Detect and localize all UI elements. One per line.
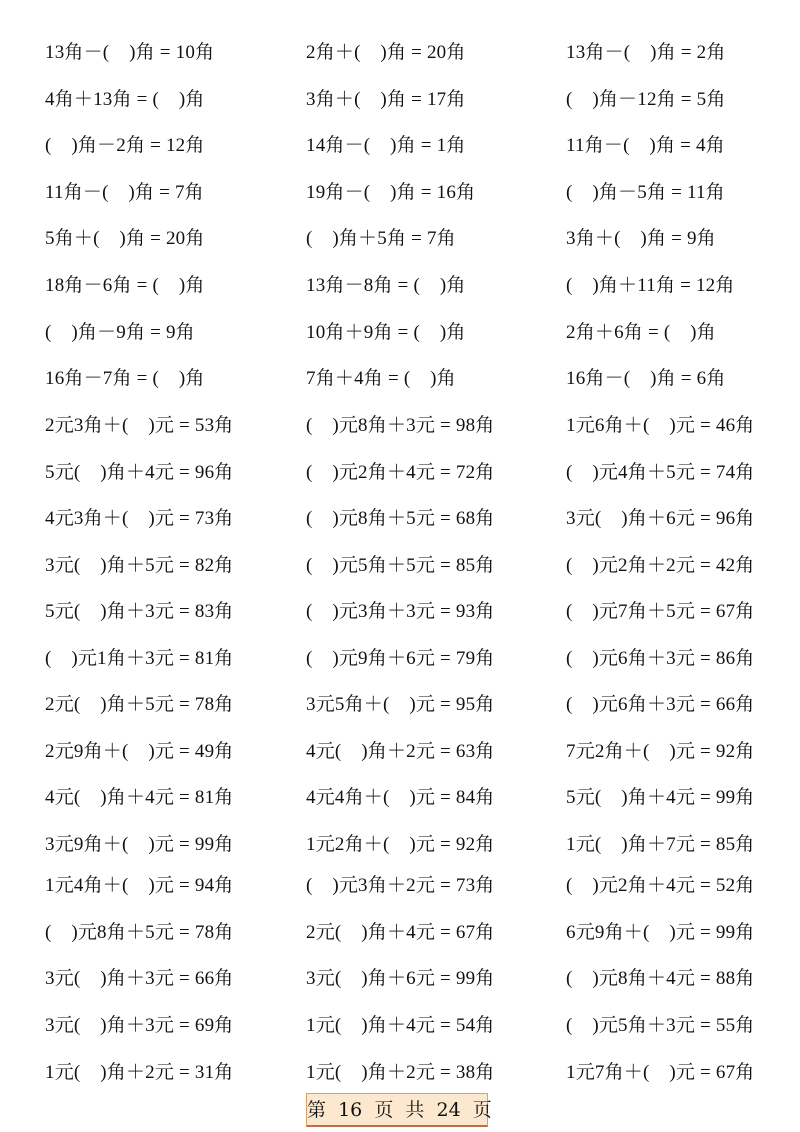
problem-item: 3角＋( )角 = 9角 [566,228,716,249]
problem-item: 3元( )角＋3元 = 69角 [45,1015,234,1036]
problem-item: 13角－( )角 = 10角 [45,42,215,63]
problem-item: 4元3角＋( )元 = 73角 [45,508,234,529]
problem-item: 3元9角＋( )元 = 99角 [45,834,234,855]
problem-item: ( )元7角＋5元 = 67角 [566,601,755,622]
problem-item: 4元4角＋( )元 = 84角 [306,787,495,808]
problem-item: 10角＋9角 = ( )角 [306,322,466,343]
problem-item: 2角＋6角 = ( )角 [566,322,716,343]
problem-item: 5元( )角＋3元 = 83角 [45,601,234,622]
problem-item: 1元( )角＋2元 = 31角 [45,1062,234,1083]
problem-item: ( )角＋11角 = 12角 [566,275,735,296]
problem-item: 14角－( )角 = 1角 [306,135,466,156]
problem-item: 3元( )角＋6元 = 99角 [306,968,495,989]
problem-item: 3元( )角＋5元 = 82角 [45,555,234,576]
problem-item: ( )角－9角 = 9角 [45,322,195,343]
problem-item: ( )角－5角 = 11角 [566,182,725,203]
problem-item: 19角－( )角 = 16角 [306,182,476,203]
problem-item: 1元( )角＋7元 = 85角 [566,834,755,855]
problem-item: 7元2角＋( )元 = 92角 [566,741,755,762]
problem-item: ( )元5角＋3元 = 55角 [566,1015,755,1036]
problem-item: ( )元6角＋3元 = 66角 [566,694,755,715]
problem-item: ( )角－2角 = 12角 [45,135,205,156]
problem-item: 16角－( )角 = 6角 [566,368,726,389]
page-number-footer: 第 16 页 共 24 页 [306,1093,488,1127]
problem-item: 3元( )角＋3元 = 66角 [45,968,234,989]
problem-item: 4角＋13角 = ( )角 [45,89,205,110]
problem-item: 3元5角＋( )元 = 95角 [306,694,495,715]
problem-item: 5元( )角＋4元 = 99角 [566,787,755,808]
problem-item: ( )角＋5角 = 7角 [306,228,456,249]
problem-item: 2元9角＋( )元 = 49角 [45,741,234,762]
problem-item: ( )角－12角 = 5角 [566,89,726,110]
problem-item: 5角＋( )角 = 20角 [45,228,205,249]
problem-item: 1元( )角＋4元 = 54角 [306,1015,495,1036]
problem-item: ( )元3角＋3元 = 93角 [306,601,495,622]
problem-item: 2元( )角＋4元 = 67角 [306,922,495,943]
problem-item: 1元7角＋( )元 = 67角 [566,1062,755,1083]
problem-item: ( )元6角＋3元 = 86角 [566,648,755,669]
problem-item: 5元( )角＋4元 = 96角 [45,462,234,483]
problem-item: 1元4角＋( )元 = 94角 [45,875,234,896]
problem-item: ( )元9角＋6元 = 79角 [306,648,495,669]
problem-item: 3角＋( )角 = 17角 [306,89,466,110]
problem-item: ( )元2角＋4元 = 72角 [306,462,495,483]
problem-item: 2元( )角＋5元 = 78角 [45,694,234,715]
problem-item: 1元( )角＋2元 = 38角 [306,1062,495,1083]
problem-item: 13角－( )角 = 2角 [566,42,726,63]
problem-item: ( )元8角＋5元 = 78角 [45,922,234,943]
problem-item: ( )元1角＋3元 = 81角 [45,648,234,669]
problem-item: ( )元2角＋4元 = 52角 [566,875,755,896]
problem-item: 4元( )角＋2元 = 63角 [306,741,495,762]
problem-item: 1元6角＋( )元 = 46角 [566,415,755,436]
problem-item: ( )元5角＋5元 = 85角 [306,555,495,576]
problem-item: 3元( )角＋6元 = 96角 [566,508,755,529]
problem-item: 16角－7角 = ( )角 [45,368,205,389]
problem-item: 11角－( )角 = 7角 [45,182,204,203]
problem-item: ( )元2角＋2元 = 42角 [566,555,755,576]
problem-item: 7角＋4角 = ( )角 [306,368,456,389]
problem-item: 13角－8角 = ( )角 [306,275,466,296]
problem-item: 4元( )角＋4元 = 81角 [45,787,234,808]
problem-item: ( )元3角＋2元 = 73角 [306,875,495,896]
problem-item: 2元3角＋( )元 = 53角 [45,415,234,436]
problem-item: 18角－6角 = ( )角 [45,275,205,296]
problem-item: 2角＋( )角 = 20角 [306,42,466,63]
problem-item: ( )元8角＋3元 = 98角 [306,415,495,436]
problem-item: 1元2角＋( )元 = 92角 [306,834,495,855]
problem-item: ( )元8角＋5元 = 68角 [306,508,495,529]
problem-item: 11角－( )角 = 4角 [566,135,725,156]
problem-item: ( )元4角＋5元 = 74角 [566,462,755,483]
problem-item: ( )元8角＋4元 = 88角 [566,968,755,989]
problem-item: 6元9角＋( )元 = 99角 [566,922,755,943]
